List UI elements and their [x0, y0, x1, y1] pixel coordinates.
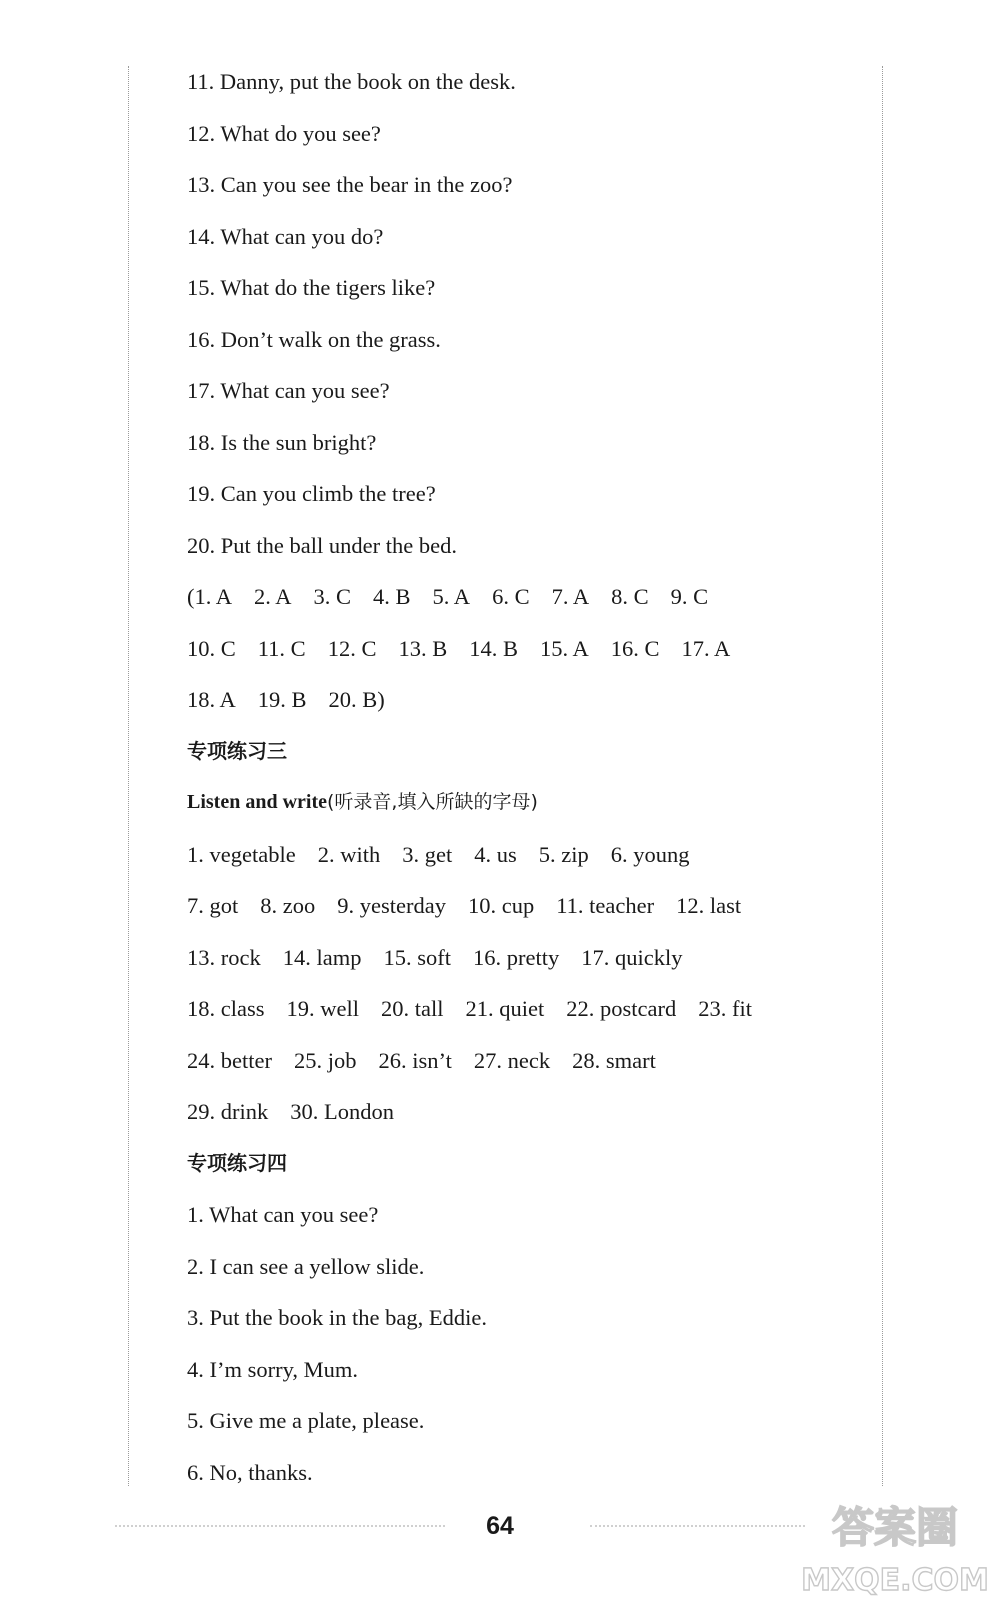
answer-key-row [187, 571, 867, 623]
answer-key-item: 17. A [681, 635, 731, 661]
sentence-line: 15. What do the tigers like? [187, 275, 436, 300]
section-four-title: 专项练习四 [187, 1150, 287, 1175]
word-answer: 9. yesterday [337, 893, 446, 918]
word-answer: 23. fit [698, 996, 752, 1021]
word-answer: 26. isn’t [378, 1047, 452, 1073]
answer-key-item: 6. C [492, 584, 530, 609]
word-answer: 7. got [187, 893, 239, 918]
subtitle-english: Listen and write [187, 791, 327, 813]
sentence-line: 5. Give me a plate, please. [187, 1408, 425, 1433]
sentence-line: 19. Can you climb the tree? [187, 481, 436, 506]
sentence-line: 6. No, thanks. [187, 1459, 313, 1485]
sentence-line: 17. What can you see? [187, 378, 390, 403]
left-margin-rule [128, 66, 129, 1486]
word-answer: 10. cup [467, 893, 535, 918]
answer-key-item: 20. B) [328, 687, 385, 712]
section-three-title: 专项练习三 [187, 738, 287, 763]
answer-key-item: 13. B [398, 635, 448, 661]
answer-key-item: 10. C [187, 635, 236, 661]
sentence-line: 11. Danny, put the book on the desk. [187, 69, 516, 94]
answer-key-item: 15. A [540, 635, 589, 661]
sentence-line: 3. Put the book in the bag, Eddie. [187, 1305, 487, 1330]
word-answer: 28. smart [572, 1047, 656, 1073]
word-row [187, 932, 867, 984]
word-answer: 18. class [187, 996, 265, 1021]
sentence-line: 13. Can you see the bear in the zoo? [187, 172, 513, 197]
word-answer: 22. postcard [566, 996, 677, 1021]
word-answer: 14. lamp [282, 944, 362, 970]
word-answer: 17. quickly [581, 944, 683, 970]
watermark-logo [795, 1490, 995, 1600]
word-row [187, 983, 867, 1035]
word-answer: 20. tall [381, 996, 444, 1021]
word-row [187, 1035, 867, 1087]
watermark-bottom-text: MXQE.COM [801, 1563, 989, 1598]
answer-key-item: (1. A [187, 584, 232, 609]
sentence-line: 1. What can you see? [187, 1202, 379, 1227]
answer-key-row [187, 674, 867, 726]
answer-key-item: 14. B [469, 635, 518, 661]
answer-key-item: 9. C [670, 584, 709, 609]
right-margin-rule [882, 66, 883, 1486]
word-row [187, 1086, 867, 1138]
word-answer: 13. rock [187, 944, 261, 970]
word-answer: 12. last [676, 893, 742, 918]
answer-key-item: 4. B [373, 584, 411, 609]
sentence-line: 14. What can you do? [187, 223, 384, 249]
word-answer: 30. London [290, 1099, 394, 1124]
sentence-line: 16. Don’t walk on the grass. [187, 326, 441, 352]
word-answer: 8. zoo [260, 893, 316, 918]
answer-key-item: 18. A [187, 687, 236, 712]
word-row [187, 829, 867, 881]
sentence-line: 20. Put the ball under the bed. [187, 532, 457, 558]
word-answer: 4. us [474, 841, 517, 867]
word-answer: 3. get [402, 841, 453, 867]
answer-key-item: 7. A [551, 584, 590, 609]
word-answer: 19. well [286, 996, 359, 1021]
sentence-line: 2. I can see a yellow slide. [187, 1253, 425, 1279]
word-answer: 27. neck [473, 1047, 551, 1073]
answer-key-item: 11. C [257, 635, 306, 661]
page-number: 64 [486, 1512, 514, 1540]
watermark-top-text: 答案圈 [831, 1503, 959, 1552]
answer-key-item: 5. A [432, 584, 471, 609]
word-answer: 15. soft [383, 944, 451, 970]
word-answer: 5. zip [538, 841, 589, 867]
answer-key-item: 19. B [257, 687, 307, 712]
answer-key-item: 12. C [327, 635, 377, 661]
word-answer: 2. with [317, 841, 381, 867]
word-answer: 16. pretty [472, 944, 560, 970]
answer-content [187, 56, 867, 1498]
answer-key-item: 16. C [610, 635, 660, 661]
word-answer: 11. teacher [556, 893, 655, 918]
subtitle-chinese: (听录音,填入所缺的字母) [327, 791, 538, 813]
sentence-line: 12. What do you see? [187, 120, 381, 146]
word-answer: 29. drink [187, 1099, 269, 1124]
word-row [187, 880, 867, 932]
sentence-line: 18. Is the sun bright? [187, 429, 377, 455]
answer-key-row [187, 623, 867, 675]
answer-key-item: 8. C [611, 584, 649, 609]
word-answer: 24. better [187, 1047, 272, 1073]
word-answer: 1. vegetable [187, 841, 296, 867]
section-three-subtitle [187, 777, 867, 829]
word-answer: 6. young [610, 841, 690, 867]
answer-key-item: 3. C [313, 584, 352, 609]
word-answer: 25. job [293, 1047, 357, 1073]
answer-key-item: 2. A [254, 584, 292, 609]
sentence-line: 4. I’m sorry, Mum. [187, 1356, 359, 1382]
word-answer: 21. quiet [465, 996, 545, 1021]
